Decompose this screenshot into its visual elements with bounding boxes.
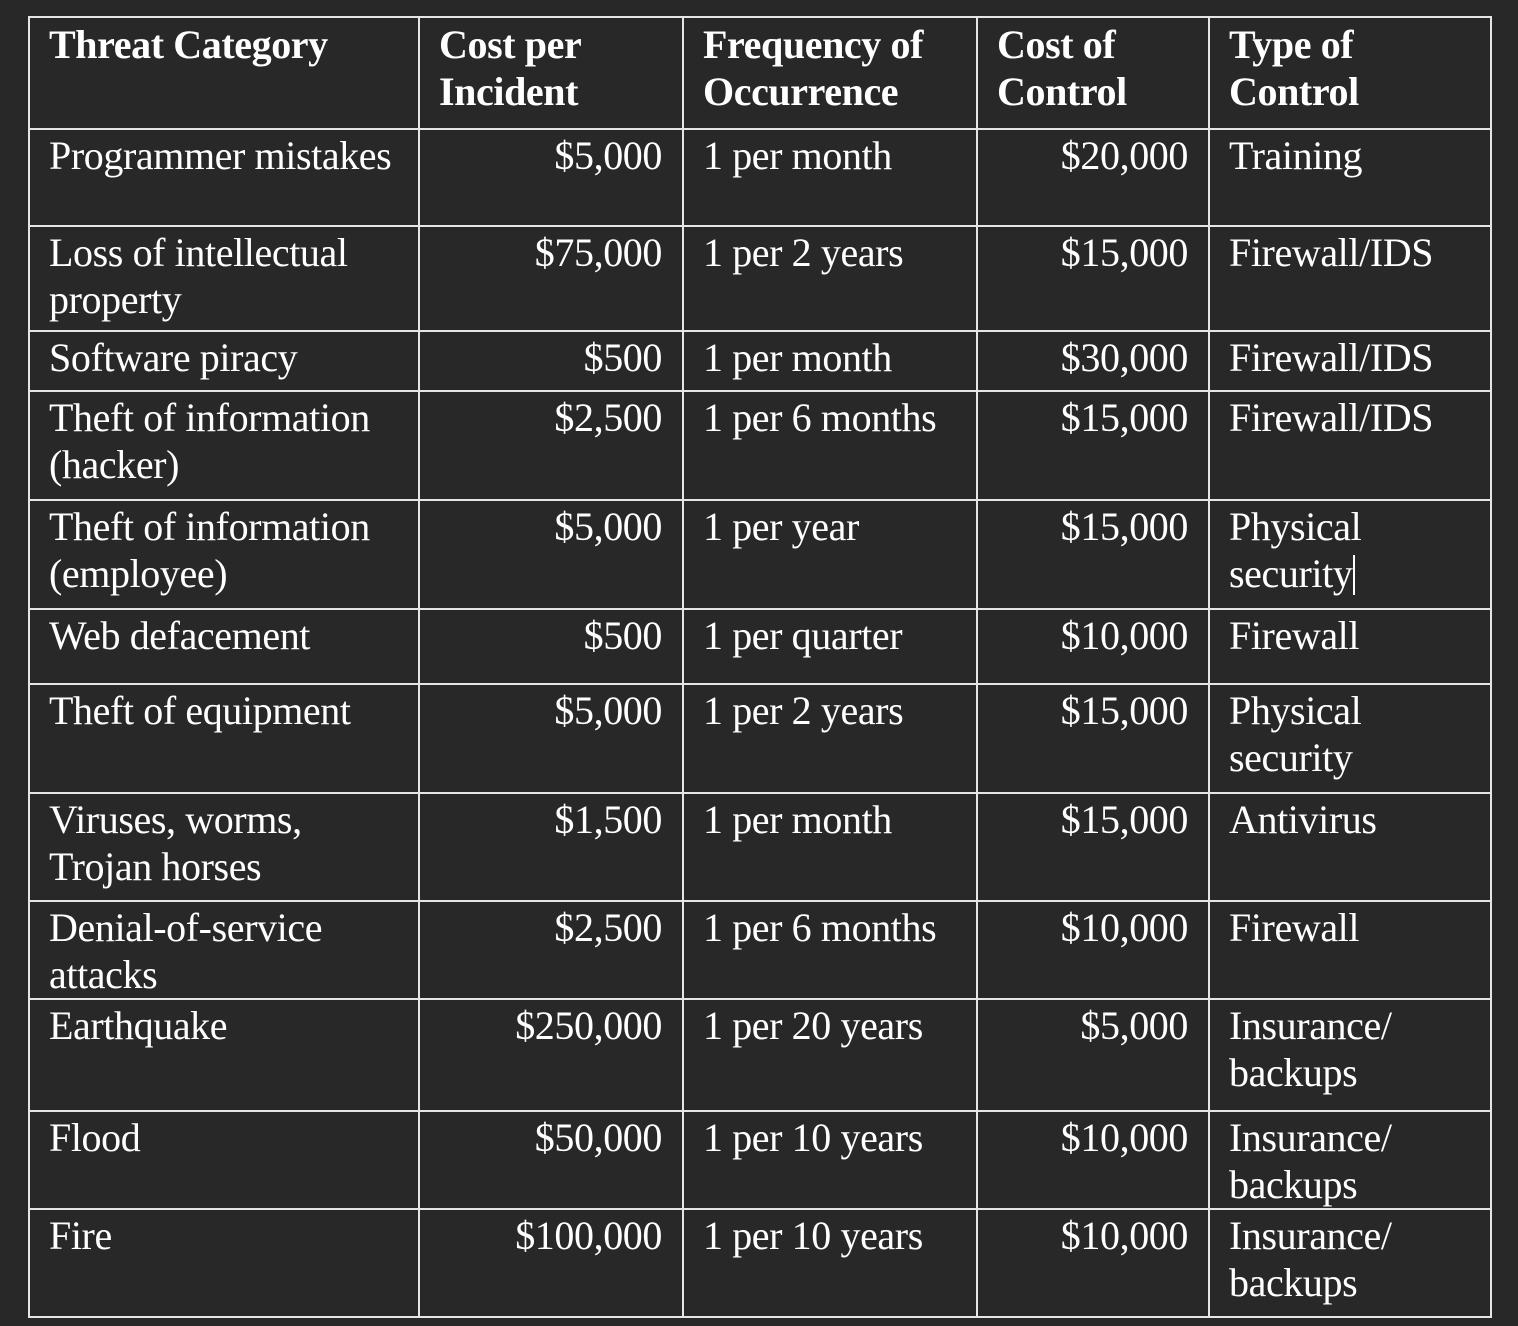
- control-type-cell: Insurance/ backups: [1209, 1111, 1491, 1209]
- threat-cell: Theft of information (hacker): [29, 391, 419, 500]
- control-cost-cell: $30,000: [977, 331, 1209, 391]
- frequency-cell: 1 per quarter: [683, 609, 977, 684]
- table-row: [29, 609, 1491, 684]
- control-cost-cell: $15,000: [977, 684, 1209, 793]
- header-type-of-control: Type of Control: [1209, 17, 1491, 129]
- control-cost-cell: $15,000: [977, 226, 1209, 331]
- table-row: [29, 226, 1491, 331]
- cost-cell: $75,000: [419, 226, 683, 331]
- control-cost-cell: $10,000: [977, 1209, 1209, 1317]
- control-type-cell: Firewall: [1209, 609, 1491, 684]
- control-type-cell: Insurance/ backups: [1209, 999, 1491, 1111]
- table-row: [29, 793, 1491, 901]
- header-threat-category: Threat Category: [29, 17, 419, 129]
- threat-cell: Earthquake: [29, 999, 419, 1111]
- frequency-cell: 1 per 10 years: [683, 1111, 977, 1209]
- threat-cell: Flood: [29, 1111, 419, 1209]
- cost-cell: $2,500: [419, 391, 683, 500]
- cost-cell: $250,000: [419, 999, 683, 1111]
- threat-cell: Web defacement: [29, 609, 419, 684]
- frequency-cell: 1 per year: [683, 500, 977, 609]
- threat-cell: Programmer mistakes: [29, 129, 419, 226]
- threat-cell: Loss of intellectual property: [29, 226, 419, 331]
- cost-cell: $5,000: [419, 500, 683, 609]
- frequency-cell: 1 per 6 months: [683, 391, 977, 500]
- table-row: [29, 129, 1491, 226]
- header-frequency: Frequency of Occurrence: [683, 17, 977, 129]
- threat-cell: Theft of information (employee): [29, 500, 419, 609]
- cost-cell: $5,000: [419, 129, 683, 226]
- threat-cell: Software piracy: [29, 331, 419, 391]
- control-cost-cell: $10,000: [977, 609, 1209, 684]
- frequency-cell: 1 per 2 years: [683, 684, 977, 793]
- threat-cell: Denial-of-service attacks: [29, 901, 419, 999]
- control-type-cell: Firewall/IDS: [1209, 331, 1491, 391]
- frequency-cell: 1 per month: [683, 331, 977, 391]
- table-row: [29, 684, 1491, 793]
- control-type-cell: Physical security: [1209, 684, 1491, 793]
- cost-cell: $50,000: [419, 1111, 683, 1209]
- control-type-cell[interactable]: [1209, 500, 1491, 609]
- cost-cell: $100,000: [419, 1209, 683, 1317]
- cost-cell: $500: [419, 609, 683, 684]
- control-type-text: Physical security: [1229, 504, 1362, 596]
- frequency-cell: 1 per 20 years: [683, 999, 977, 1111]
- cost-cell: $1,500: [419, 793, 683, 901]
- table-row: [29, 500, 1491, 609]
- text-cursor: [1353, 555, 1355, 595]
- table-row: [29, 1111, 1491, 1209]
- control-cost-cell: $15,000: [977, 391, 1209, 500]
- control-type-cell: Firewall/IDS: [1209, 391, 1491, 500]
- cost-cell: $500: [419, 331, 683, 391]
- header-row: [29, 17, 1491, 129]
- table-row: [29, 901, 1491, 999]
- threat-cell: Theft of equipment: [29, 684, 419, 793]
- table-row: [29, 331, 1491, 391]
- control-type-cell: Firewall: [1209, 901, 1491, 999]
- header-cost-per-incident: Cost per Incident: [419, 17, 683, 129]
- threat-cost-table: [28, 16, 1492, 1318]
- threat-cell: Viruses, worms, Trojan horses: [29, 793, 419, 901]
- control-cost-cell: $10,000: [977, 1111, 1209, 1209]
- frequency-cell: 1 per month: [683, 793, 977, 901]
- control-cost-cell: $15,000: [977, 793, 1209, 901]
- control-type-cell: Antivirus: [1209, 793, 1491, 901]
- cost-cell: $2,500: [419, 901, 683, 999]
- frequency-cell: 1 per 10 years: [683, 1209, 977, 1317]
- table-row: [29, 1209, 1491, 1317]
- threat-cell: Fire: [29, 1209, 419, 1317]
- control-cost-cell: $20,000: [977, 129, 1209, 226]
- frequency-cell: 1 per 6 months: [683, 901, 977, 999]
- control-type-cell: Training: [1209, 129, 1491, 226]
- frequency-cell: 1 per 2 years: [683, 226, 977, 331]
- frequency-cell: 1 per month: [683, 129, 977, 226]
- table-row: [29, 999, 1491, 1111]
- table-row: [29, 391, 1491, 500]
- control-cost-cell: $15,000: [977, 500, 1209, 609]
- control-type-cell: Firewall/IDS: [1209, 226, 1491, 331]
- control-cost-cell: $10,000: [977, 901, 1209, 999]
- control-cost-cell: $5,000: [977, 999, 1209, 1111]
- control-type-cell: Insurance/ backups: [1209, 1209, 1491, 1317]
- cost-cell: $5,000: [419, 684, 683, 793]
- header-cost-of-control: Cost of Control: [977, 17, 1209, 129]
